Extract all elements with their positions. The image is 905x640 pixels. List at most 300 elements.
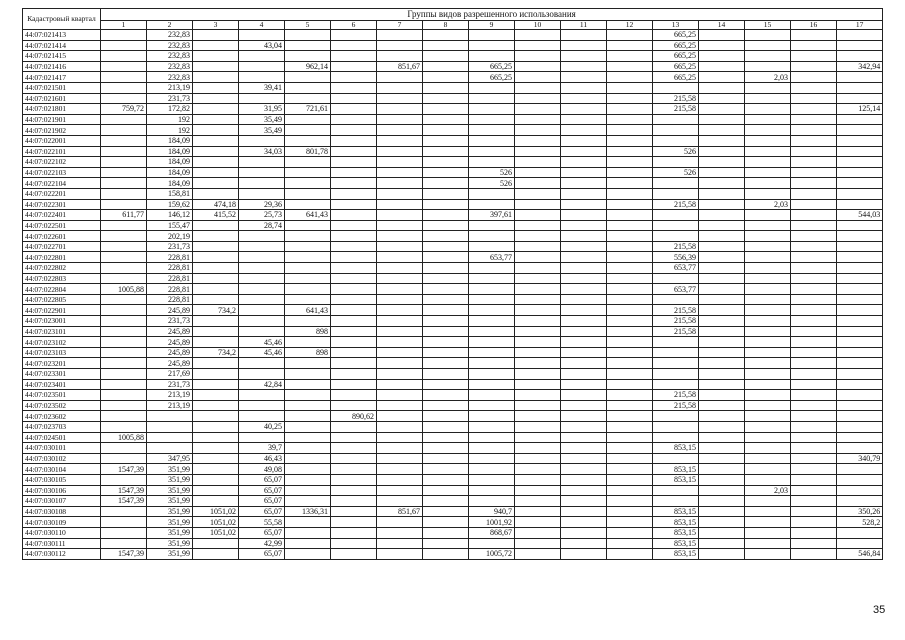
value-cell [515, 252, 561, 263]
value-cell: 347,95 [147, 453, 193, 464]
value-cell [515, 527, 561, 538]
value-cell [101, 72, 147, 83]
value-cell: 245,89 [147, 326, 193, 337]
table-row [23, 210, 883, 221]
value-cell [561, 347, 607, 358]
value-cell [193, 252, 239, 263]
value-cell: 351,99 [147, 464, 193, 475]
value-cell [377, 135, 423, 146]
value-cell [377, 125, 423, 136]
cadastral-code-cell: 44:07:022804 [23, 284, 101, 295]
value-cell [515, 135, 561, 146]
value-cell [377, 358, 423, 369]
value-cell [377, 114, 423, 125]
value-cell [423, 464, 469, 475]
value-cell [837, 51, 883, 62]
value-cell: 665,25 [653, 30, 699, 41]
value-cell: 228,81 [147, 263, 193, 274]
value-cell [469, 369, 515, 380]
value-cell [469, 443, 515, 454]
value-cell [469, 273, 515, 284]
value-cell [423, 400, 469, 411]
value-cell [285, 178, 331, 189]
value-cell: 245,89 [147, 305, 193, 316]
value-cell [423, 157, 469, 168]
value-cell [791, 220, 837, 231]
table-row [23, 146, 883, 157]
value-cell [469, 347, 515, 358]
value-cell [239, 316, 285, 327]
value-cell [331, 231, 377, 242]
value-cell [469, 51, 515, 62]
cadastral-code-cell: 44:07:022801 [23, 252, 101, 263]
value-cell [285, 453, 331, 464]
value-cell [331, 538, 377, 549]
cadastral-code-cell: 44:07:022401 [23, 210, 101, 221]
value-cell: 215,58 [653, 241, 699, 252]
value-cell [791, 369, 837, 380]
value-cell: 474,18 [193, 199, 239, 210]
value-cell [331, 517, 377, 528]
value-cell [239, 61, 285, 72]
value-cell [699, 390, 745, 401]
value-cell [653, 432, 699, 443]
value-cell [607, 517, 653, 528]
value-cell [239, 72, 285, 83]
value-cell: 853,15 [653, 506, 699, 517]
value-cell: 65,07 [239, 485, 285, 496]
value-cell [147, 411, 193, 422]
value-cell [285, 263, 331, 274]
value-cell [745, 231, 791, 242]
value-cell [469, 358, 515, 369]
table-row [23, 135, 883, 146]
value-cell [423, 241, 469, 252]
cadastral-code-cell: 44:07:021902 [23, 125, 101, 136]
value-cell: 172,82 [147, 104, 193, 115]
value-cell: 526 [469, 178, 515, 189]
value-cell [377, 273, 423, 284]
value-cell [653, 157, 699, 168]
value-cell [285, 337, 331, 348]
value-cell [699, 220, 745, 231]
value-cell [515, 188, 561, 199]
value-cell [561, 337, 607, 348]
cadastral-code-cell: 44:07:030105 [23, 474, 101, 485]
value-cell [285, 421, 331, 432]
value-cell [515, 443, 561, 454]
value-cell [515, 390, 561, 401]
value-cell: 351,99 [147, 517, 193, 528]
value-cell [423, 538, 469, 549]
value-cell [331, 220, 377, 231]
value-cell [423, 51, 469, 62]
value-cell: 556,39 [653, 252, 699, 263]
value-cell [745, 464, 791, 475]
value-cell [561, 379, 607, 390]
value-cell [423, 220, 469, 231]
table-row [23, 443, 883, 454]
value-cell: 245,89 [147, 347, 193, 358]
value-cell [285, 517, 331, 528]
value-cell [147, 421, 193, 432]
value-cell [469, 337, 515, 348]
header-group-number: 12 [607, 20, 653, 29]
value-cell [607, 538, 653, 549]
value-cell: 759,72 [101, 104, 147, 115]
value-cell [239, 369, 285, 380]
value-cell [699, 527, 745, 538]
value-cell: 40,25 [239, 421, 285, 432]
value-cell [607, 485, 653, 496]
value-cell [837, 527, 883, 538]
header-group-number: 8 [423, 20, 469, 29]
value-cell [699, 273, 745, 284]
value-cell [745, 411, 791, 422]
value-cell [469, 263, 515, 274]
cadastral-code-cell: 44:07:021415 [23, 51, 101, 62]
value-cell: 665,25 [653, 72, 699, 83]
value-cell [561, 114, 607, 125]
value-cell [791, 284, 837, 295]
value-cell [837, 464, 883, 475]
value-cell: 65,07 [239, 496, 285, 507]
value-cell [653, 369, 699, 380]
table-row [23, 326, 883, 337]
value-cell [607, 527, 653, 538]
value-cell [193, 135, 239, 146]
value-cell [469, 305, 515, 316]
value-cell [193, 358, 239, 369]
value-cell [837, 432, 883, 443]
table-row [23, 157, 883, 168]
value-cell [561, 549, 607, 560]
value-cell [607, 273, 653, 284]
value-cell: 184,09 [147, 178, 193, 189]
value-cell [791, 421, 837, 432]
value-cell [699, 443, 745, 454]
table-row [23, 104, 883, 115]
value-cell [239, 51, 285, 62]
value-cell [699, 369, 745, 380]
value-cell [377, 294, 423, 305]
value-cell [469, 146, 515, 157]
value-cell [837, 485, 883, 496]
value-cell [837, 146, 883, 157]
table-row [23, 220, 883, 231]
table-row [23, 453, 883, 464]
value-cell [423, 421, 469, 432]
value-cell [515, 400, 561, 411]
value-cell: 890,62 [331, 411, 377, 422]
value-cell [285, 485, 331, 496]
value-cell [101, 294, 147, 305]
value-cell [791, 263, 837, 274]
value-cell [699, 30, 745, 41]
table-row [23, 379, 883, 390]
value-cell [515, 284, 561, 295]
value-cell [791, 506, 837, 517]
table-row [23, 82, 883, 93]
value-cell [239, 294, 285, 305]
value-cell [653, 379, 699, 390]
value-cell [285, 40, 331, 51]
value-cell [423, 527, 469, 538]
value-cell: 159,62 [147, 199, 193, 210]
value-cell [791, 231, 837, 242]
value-cell [791, 82, 837, 93]
value-cell [837, 496, 883, 507]
value-cell [607, 188, 653, 199]
value-cell [331, 337, 377, 348]
value-cell [101, 453, 147, 464]
value-cell: 641,43 [285, 210, 331, 221]
value-cell [561, 210, 607, 221]
value-cell [423, 178, 469, 189]
value-cell [791, 337, 837, 348]
value-cell: 665,25 [469, 72, 515, 83]
value-cell [377, 337, 423, 348]
value-cell [285, 114, 331, 125]
value-cell [837, 93, 883, 104]
value-cell: 544,03 [837, 210, 883, 221]
value-cell [791, 114, 837, 125]
value-cell: 734,2 [193, 305, 239, 316]
value-cell [561, 157, 607, 168]
value-cell [377, 241, 423, 252]
value-cell [423, 453, 469, 464]
value-cell [515, 30, 561, 41]
cadastral-code-cell: 44:07:021601 [23, 93, 101, 104]
value-cell [607, 210, 653, 221]
value-cell [561, 443, 607, 454]
value-cell [423, 72, 469, 83]
value-cell [377, 347, 423, 358]
value-cell [515, 125, 561, 136]
value-cell [377, 390, 423, 401]
value-cell [239, 400, 285, 411]
value-cell [515, 61, 561, 72]
value-cell [193, 337, 239, 348]
value-cell [193, 538, 239, 549]
value-cell [423, 167, 469, 178]
value-cell [699, 474, 745, 485]
value-cell [791, 527, 837, 538]
table-row [23, 72, 883, 83]
value-cell [331, 82, 377, 93]
table-row [23, 284, 883, 295]
value-cell [285, 527, 331, 538]
value-cell [837, 400, 883, 411]
value-cell [515, 294, 561, 305]
value-cell [331, 421, 377, 432]
value-cell: 641,43 [285, 305, 331, 316]
value-cell [653, 485, 699, 496]
value-cell: 350,26 [837, 506, 883, 517]
table-row [23, 316, 883, 327]
value-cell [377, 82, 423, 93]
value-cell [791, 538, 837, 549]
value-cell [607, 294, 653, 305]
value-cell [469, 379, 515, 390]
value-cell [607, 82, 653, 93]
value-cell [101, 517, 147, 528]
value-cell [561, 474, 607, 485]
value-cell [699, 82, 745, 93]
value-cell: 351,99 [147, 474, 193, 485]
value-cell [193, 379, 239, 390]
value-cell [423, 61, 469, 72]
value-cell [147, 443, 193, 454]
value-cell: 146,12 [147, 210, 193, 221]
value-cell: 39,41 [239, 82, 285, 93]
value-cell [607, 496, 653, 507]
value-cell: 734,2 [193, 347, 239, 358]
value-cell [101, 178, 147, 189]
value-cell [515, 82, 561, 93]
value-cell [837, 82, 883, 93]
value-cell: 962,14 [285, 61, 331, 72]
value-cell [193, 400, 239, 411]
value-cell [837, 316, 883, 327]
value-cell [515, 506, 561, 517]
value-cell [469, 199, 515, 210]
value-cell [561, 51, 607, 62]
value-cell [331, 104, 377, 115]
value-cell [515, 316, 561, 327]
value-cell [837, 135, 883, 146]
value-cell [423, 125, 469, 136]
value-cell [377, 72, 423, 83]
value-cell: 351,99 [147, 485, 193, 496]
value-cell [607, 432, 653, 443]
value-cell [561, 517, 607, 528]
value-cell [745, 135, 791, 146]
value-cell [515, 358, 561, 369]
value-cell [331, 125, 377, 136]
value-cell [745, 188, 791, 199]
value-cell [699, 231, 745, 242]
value-cell [377, 549, 423, 560]
value-cell [285, 390, 331, 401]
value-cell [423, 93, 469, 104]
value-cell: 43,04 [239, 40, 285, 51]
value-cell: 665,25 [653, 40, 699, 51]
value-cell: 665,25 [469, 61, 515, 72]
value-cell: 213,19 [147, 82, 193, 93]
value-cell [377, 538, 423, 549]
value-cell [607, 72, 653, 83]
value-cell: 231,73 [147, 93, 193, 104]
value-cell [285, 252, 331, 263]
value-cell [423, 337, 469, 348]
value-cell [607, 284, 653, 295]
value-cell [561, 506, 607, 517]
value-cell: 853,15 [653, 464, 699, 475]
value-cell [469, 400, 515, 411]
value-cell: 2,03 [745, 485, 791, 496]
value-cell [101, 30, 147, 41]
value-cell [285, 167, 331, 178]
cadastral-code-cell: 44:07:021416 [23, 61, 101, 72]
value-cell [607, 178, 653, 189]
value-cell [331, 72, 377, 83]
value-cell: 1547,39 [101, 464, 147, 475]
value-cell [469, 104, 515, 115]
value-cell [331, 506, 377, 517]
value-cell [515, 411, 561, 422]
value-cell [515, 210, 561, 221]
value-cell [837, 241, 883, 252]
value-cell [377, 40, 423, 51]
table-row [23, 432, 883, 443]
value-cell [561, 400, 607, 411]
value-cell [561, 432, 607, 443]
value-cell [285, 474, 331, 485]
value-cell [101, 390, 147, 401]
value-cell [469, 453, 515, 464]
value-cell [515, 72, 561, 83]
value-cell [745, 178, 791, 189]
value-cell [377, 93, 423, 104]
cadastral-code-cell: 44:07:021501 [23, 82, 101, 93]
cadastral-code-cell: 44:07:023703 [23, 421, 101, 432]
value-cell: 65,07 [239, 474, 285, 485]
value-cell [377, 443, 423, 454]
table-row [23, 347, 883, 358]
table-row [23, 252, 883, 263]
value-cell [285, 273, 331, 284]
value-cell [101, 114, 147, 125]
value-cell [101, 125, 147, 136]
header-group-number: 7 [377, 20, 423, 29]
value-cell: 801,78 [285, 146, 331, 157]
value-cell [837, 252, 883, 263]
value-cell [837, 443, 883, 454]
value-cell: 232,83 [147, 40, 193, 51]
value-cell [377, 379, 423, 390]
value-cell: 397,61 [469, 210, 515, 221]
value-cell: 192 [147, 114, 193, 125]
value-cell [561, 326, 607, 337]
value-cell [791, 40, 837, 51]
value-cell [699, 305, 745, 316]
value-cell [745, 167, 791, 178]
cadastral-code-cell: 44:07:030111 [23, 538, 101, 549]
table-row [23, 40, 883, 51]
value-cell [745, 316, 791, 327]
value-cell [837, 167, 883, 178]
value-cell: 35,49 [239, 114, 285, 125]
value-cell [515, 93, 561, 104]
value-cell [101, 146, 147, 157]
value-cell: 853,15 [653, 517, 699, 528]
value-cell [515, 178, 561, 189]
value-cell [239, 231, 285, 242]
value-cell [423, 199, 469, 210]
value-cell [607, 93, 653, 104]
table-row [23, 114, 883, 125]
value-cell [607, 421, 653, 432]
value-cell: 351,99 [147, 549, 193, 560]
value-cell [377, 167, 423, 178]
value-cell: 65,07 [239, 527, 285, 538]
value-cell [239, 157, 285, 168]
table-row [23, 369, 883, 380]
value-cell [745, 400, 791, 411]
value-cell [101, 61, 147, 72]
value-cell [423, 358, 469, 369]
